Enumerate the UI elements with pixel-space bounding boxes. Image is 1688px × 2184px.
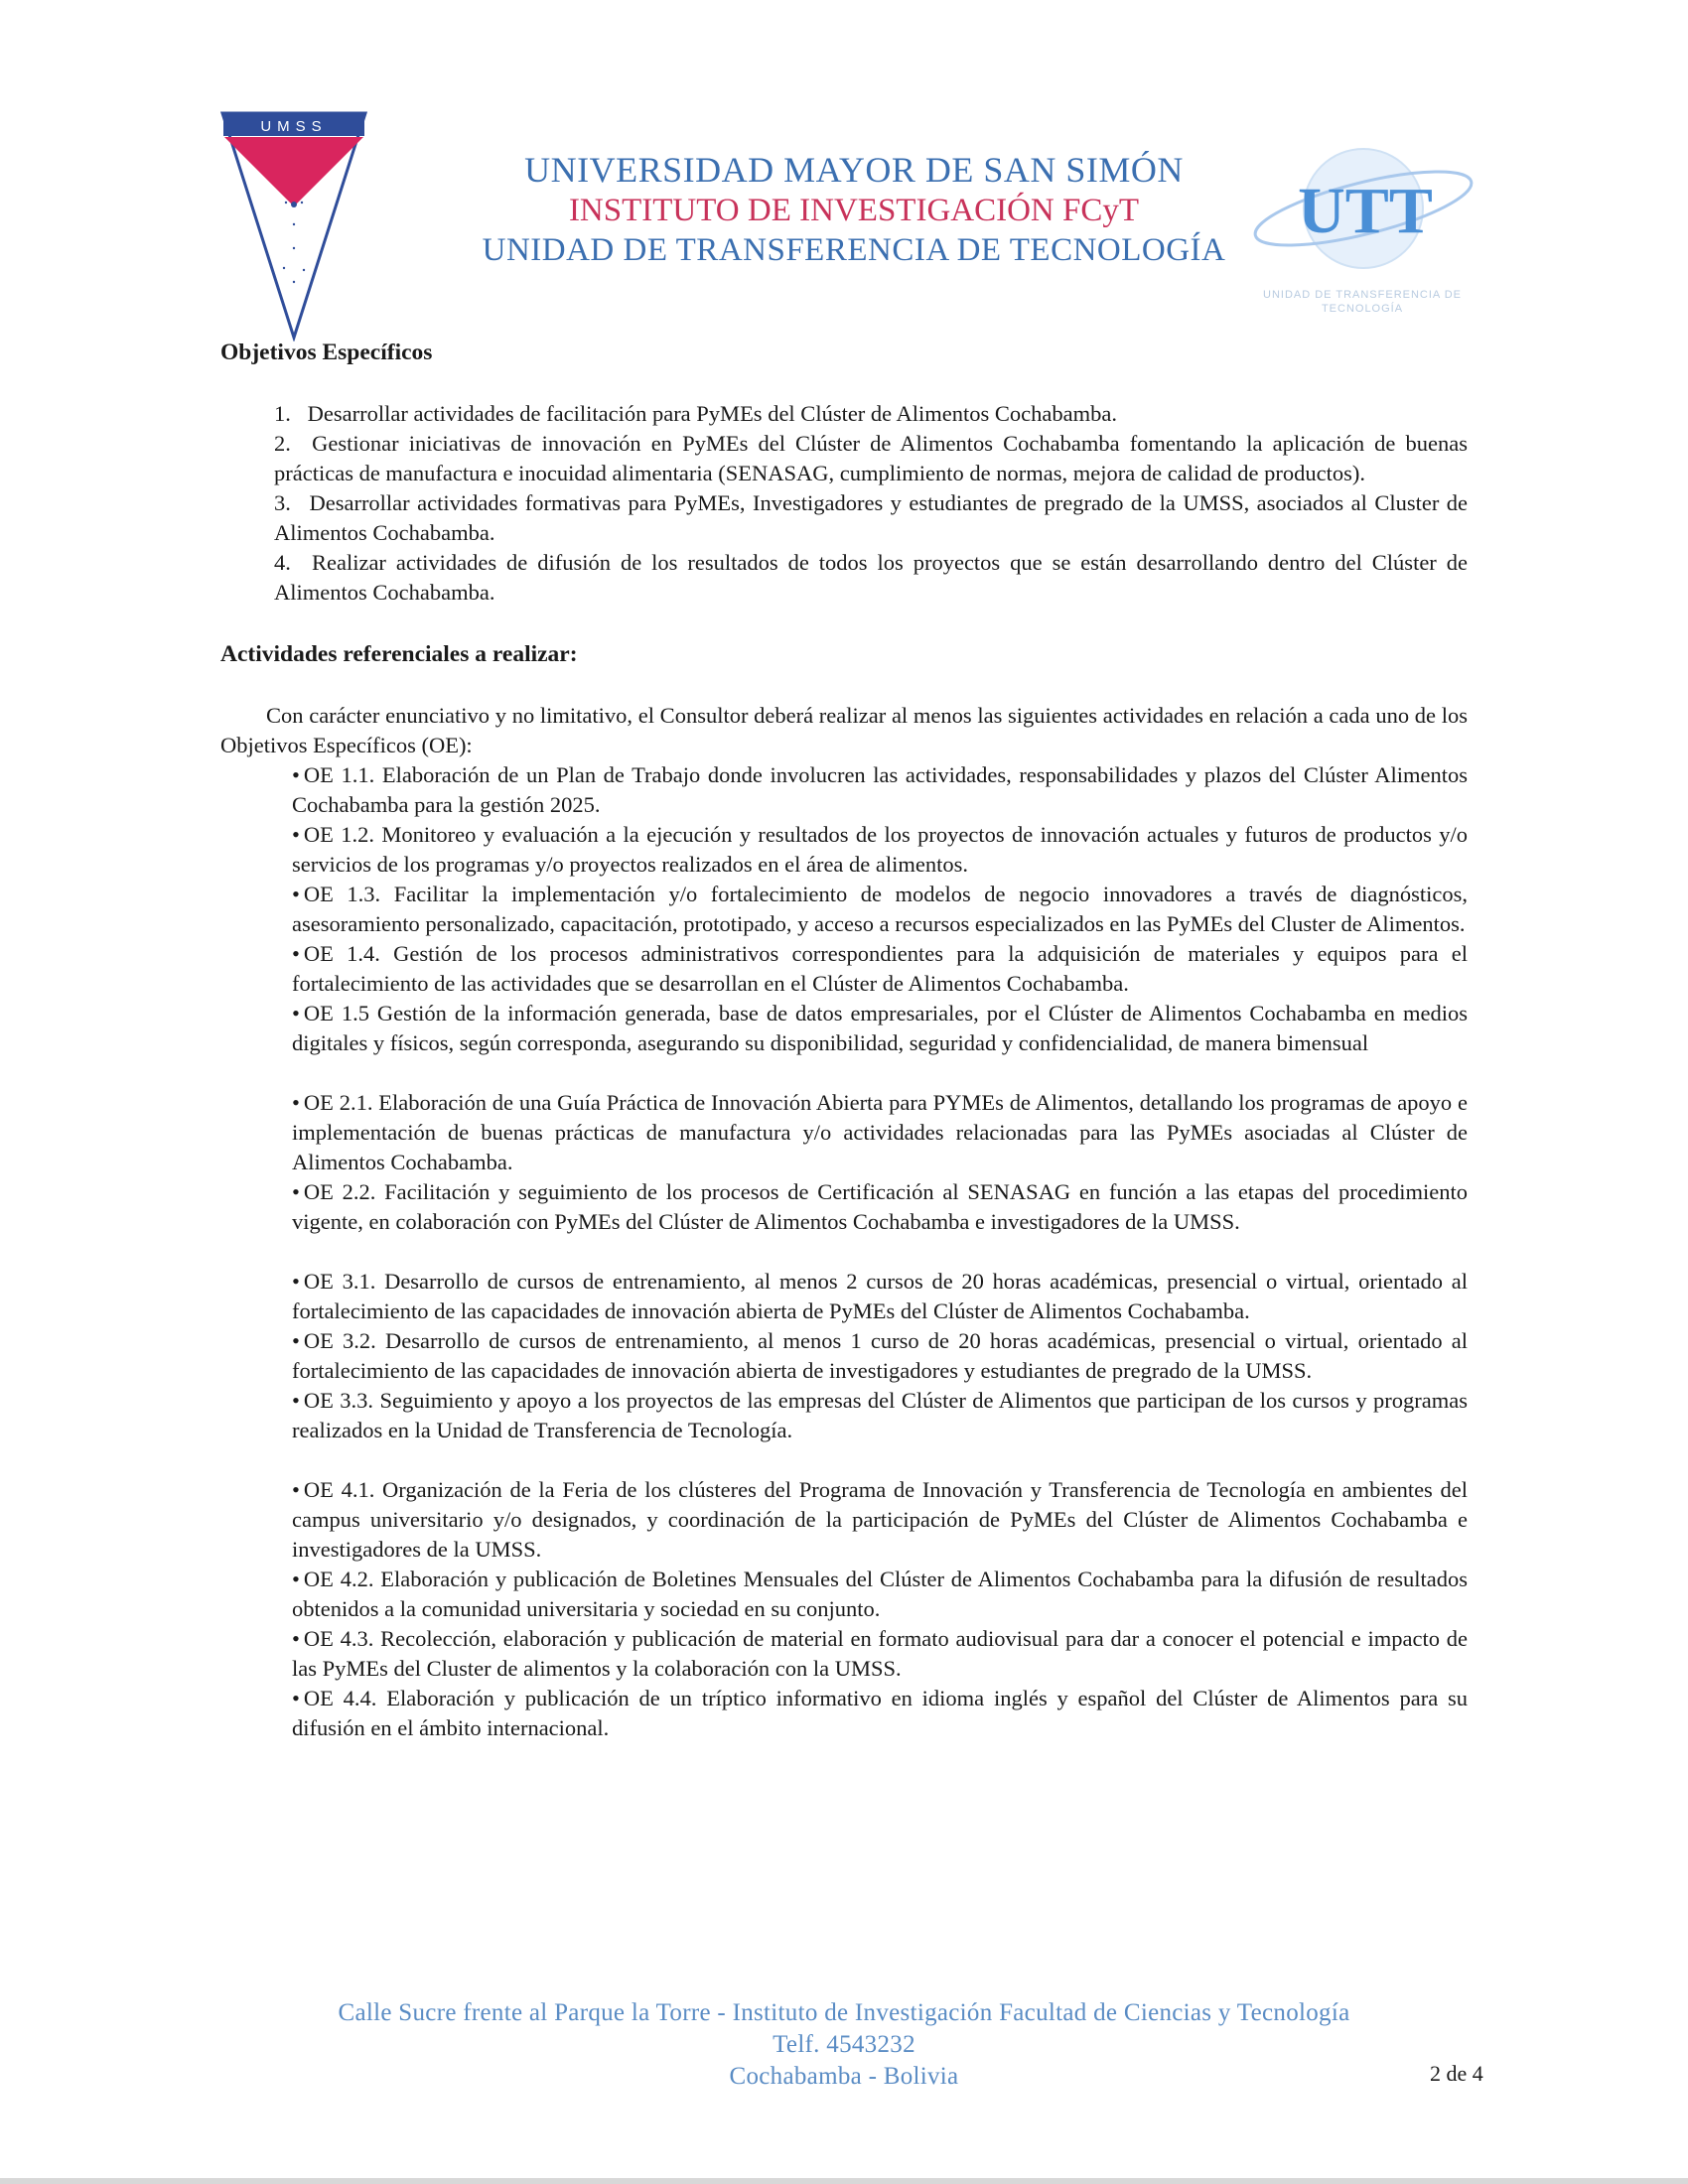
objectives-heading: Objetivos Específicos <box>220 340 433 365</box>
activity-item: • OE 3.2. Desarrollo de cursos de entrenamiento, al menos 1 curso de 20 horas académicas, presencial o virtual, orientado al fortalecimiento de las capacidades de innovación abierta de investigadores y estudiantes de pregrado de la UMSS. <box>292 1328 1468 1383</box>
activity-item: • OE 4.3. Recolección, elaboración y publicación de material en formato audiovisual para dar a conocer el potencial e impacto de las PyMEs del Cluster de alimentos y la colaboración con la UMSS. <box>292 1626 1468 1681</box>
university-name: UNIVERSIDAD MAYOR DE SAN SIMÓN <box>524 150 1184 190</box>
footer-phone: Telf. 4543232 <box>773 2031 915 2058</box>
objectives-list <box>274 399 1468 608</box>
umss-logo <box>220 107 367 341</box>
institute-name: INSTITUTO DE INVESTIGACIÓN FCyT <box>568 193 1140 229</box>
activity-item: • OE 3.3. Seguimiento y apoyo a los proyectos de las empresas del Clúster de Alimentos que participan de los cursos y programas realizados en la Unidad de Transferencia de Tecnología. <box>292 1388 1468 1442</box>
activity-item: • OE 2.1. Elaboración de una Guía Práctica de Innovación Abierta para PYMEs de Alimentos, detallando los programas de apoyo e implementación de buenas prácticas de manufactura y/o actividades relacionadas para las PyMEs asociadas al Clúster de Alimentos Cochabamba. <box>292 1090 1468 1174</box>
page-edge <box>0 2178 1688 2184</box>
activity-item: • OE 1.5 Gestión de la información generada, base de datos empresariales, por el Clúster de Alimentos Cochabamba en medios digitales y físicos, según corresponda, asegurando su disponibilidad, seguridad y confidencialidad, de manera bimensual <box>292 1001 1468 1055</box>
activity-item: • OE 1.3. Facilitar la implementación y/o fortalecimiento de modelos de negocio innovadores a través de diagnósticos, asesoramiento personalizado, capacitación, prototipado, y acceso a recursos especializados en las PyMEs del Cluster de Alimentos. <box>292 882 1468 936</box>
footer-address: Calle Sucre frente al Parque la Torre - Instituto de Investigación Facultad de Ciencias y Tecnología <box>338 1999 1350 2026</box>
activity-item: • OE 2.2. Facilitación y seguimiento de los procesos de Certificación al SENASAG en función a las etapas del procedimiento vigente, en colaboración con PyMEs del Clúster de Alimentos Cochabamba e investigadores de la UMSS. <box>292 1179 1468 1234</box>
footer-city: Cochabamba - Bolivia <box>729 2063 959 2090</box>
page-number: 2 de 4 <box>1430 2061 1483 2086</box>
objective-item: 2. Gestionar iniciativas de innovación en PyMEs del Clúster de Alimentos Cochabamba fomentando la aplicación de buenas prácticas de manufactura e inocuidad alimentaria (SENASAG, cumplimiento de normas, mejora de calidad de productos). <box>274 431 1469 485</box>
activity-item: • OE 4.2. Elaboración y publicación de Boletines Mensuales del Clúster de Alimentos Cochabamba para la difusión de resultados obtenidos a la comunidad universitaria y sociedad en su conjunto. <box>292 1567 1468 1621</box>
activity-item: • OE 1.2. Monitoreo y evaluación a la ejecución y resultados de los proyectos de innovación actuales y futuros de productos y/o servicios de los programas y/o proyectos realizados en el área de alimentos. <box>292 822 1468 877</box>
activity-item: • OE 4.4. Elaboración y publicación de un tríptico informativo en idioma inglés y español del Clúster de Alimentos para su difusión en el ámbito internacional. <box>292 1686 1468 1740</box>
utt-logo-text: UTT <box>1298 175 1433 247</box>
footer <box>248 1997 1440 2093</box>
activity-item: • OE 1.1. Elaboración de un Plan de Trabajo donde involucren las actividades, responsabilidades y plazos del Clúster Alimentos Cochabamba para la gestión 2025. <box>292 762 1468 817</box>
activities-intro: Con carácter enunciativo y no limitativo, el Consultor deberá realizar al menos las siguientes actividades en relación a cada uno de los Objetivos Específicos (OE): <box>220 703 1468 757</box>
header-titles <box>437 149 1271 270</box>
objective-item: 1. Desarrollar actividades de facilitación para PyMEs del Clúster de Alimentos Cochabamba. <box>274 401 1117 426</box>
objective-item: 3. Desarrollar actividades formativas para PyMEs, Investigadores y estudiantes de pregrado de la UMSS, asociados al Cluster de Alimentos Cochabamba. <box>274 490 1469 545</box>
activity-item: • OE 3.1. Desarrollo de cursos de entrenamiento, al menos 2 cursos de 20 horas académicas, presencial o virtual, orientado al fortalecimiento de las capacidades de innovación abierta de PyMEs del Clúster de Alimentos Cochabamba. <box>292 1269 1468 1323</box>
activities-heading: Actividades referenciales a realizar: <box>220 641 578 667</box>
document-body <box>220 338 1468 1743</box>
activity-item: • OE 1.4. Gestión de los procesos administrativos correspondientes para la adquisición de materiales y equipos para el fortalecimiento de las actividades que se desarrollan en el Clúster de Alimentos Cochabamba. <box>292 941 1468 996</box>
utt-caption: UNIDAD DE TRANSFERENCIA DE TECNOLOGÍA <box>1263 289 1462 316</box>
objective-item: 4. Realizar actividades de difusión de los resultados de todos los proyectos que se están desarrollando dentro del Clúster de Alimentos Cochabamba. <box>274 550 1468 605</box>
activity-item: • OE 4.1. Organización de la Feria de los clústeres del Programa de Innovación y Transferencia de Tecnología en ambientes del campus universitario y/o designados, y coordinación de la participación de PyMEs del Clúster de Alimentos Cochabamba e investigadores de la UMSS. <box>292 1477 1468 1562</box>
activities-list <box>292 760 1468 1743</box>
umss-logo-text: UMSS <box>260 118 328 135</box>
unit-name: UNIDAD DE TRANSFERENCIA DE TECNOLOGÍA <box>482 231 1226 268</box>
